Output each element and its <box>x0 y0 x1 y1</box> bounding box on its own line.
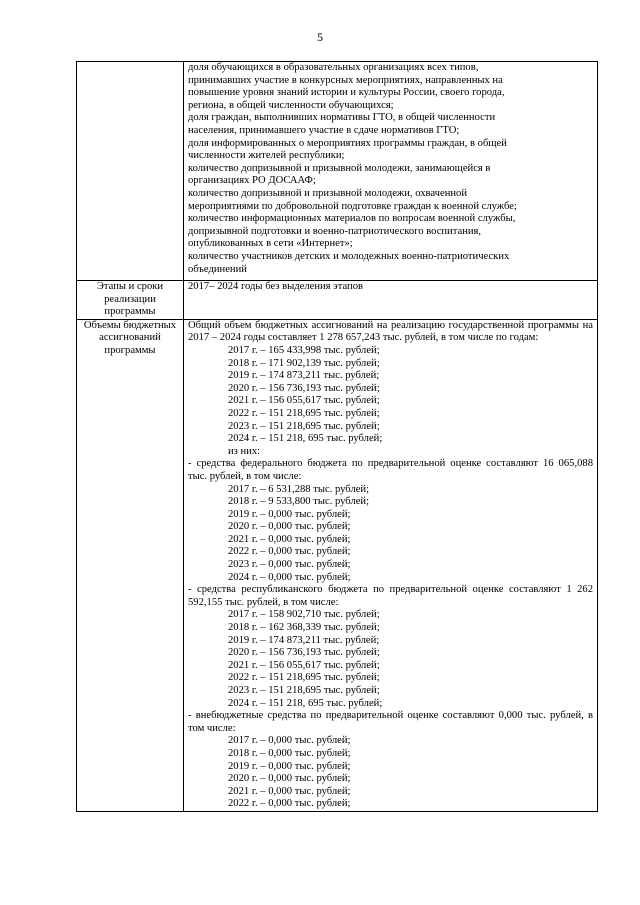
budget-year-line: 2021 г. – 156 055,617 тыс. рублей; <box>228 395 380 407</box>
indicator-line: допризывной подготовки и военно-патриотического воспитания, <box>188 225 482 237</box>
republic-year-line: 2019 г. – 174 873,211 тыс. рублей; <box>228 634 380 646</box>
budget-year-line: 2018 г. – 171 902,139 тыс. рублей; <box>228 357 380 369</box>
indicator-line: доля граждан, выполнивших нормативы ГТО, в общей численности <box>188 112 496 124</box>
program-passport-table <box>76 61 598 812</box>
budget-year-line: 2019 г. – 174 873,211 тыс. рублей; <box>228 370 380 382</box>
budget-cell <box>184 319 598 811</box>
indicator-line: количество участников детских и молодежных военно-патриотических <box>188 250 510 262</box>
extrabudget-year-line: 2022 г. – 0,000 тыс. рублей; <box>228 798 351 810</box>
extrabudget-year-line: 2021 г. – 0,000 тыс. рублей; <box>228 785 351 797</box>
republic-year-line: 2024 г. – 151 218, 695 тыс. рублей; <box>228 697 383 709</box>
federal-year-line: 2017 г. – 6 531,288 тыс. рублей; <box>228 483 370 495</box>
budget-year-line: 2017 г. – 165 433,998 тыс. рублей; <box>228 344 380 356</box>
extrabudget-year-line: 2019 г. – 0,000 тыс. рублей; <box>228 760 351 772</box>
indicator-line: мероприятиями по добровольной подготовке граждан к военной службе; <box>188 200 517 212</box>
indicator-line: доля информированных о мероприятиях программы граждан, в общей <box>188 137 507 149</box>
stages-cell <box>184 281 598 320</box>
indicator-line: опубликованных в сети «Интернет»; <box>188 238 353 250</box>
indicators-cell <box>184 62 598 281</box>
republic-year-line: 2020 г. – 156 736,193 тыс. рублей; <box>228 647 380 659</box>
federal-year-line: 2019 г. – 0,000 тыс. рублей; <box>228 508 351 520</box>
budget-year-line: 2024 г. – 151 218, 695 тыс. рублей; <box>228 433 383 445</box>
indicator-line: количество допризывной и призывной молодежи, охваченной <box>188 187 467 199</box>
indicator-line: количество информационных материалов по вопросам военной службы, <box>188 213 516 225</box>
republic-year-line: 2023 г. – 151 218,695 тыс. рублей; <box>228 685 380 696</box>
indicator-line: принимавших участие в конкурсных мероприятиях, направленных на <box>188 74 503 86</box>
row-label: Этапы и сроки реализации программы <box>77 281 184 320</box>
indicator-line: объединений <box>188 263 247 275</box>
indicator-line: региона, в общей численности обучающихся; <box>188 99 394 111</box>
federal-intro: - средства федерального бюджета по предварительной оценке составляют 16 065,088 тыс. рублей, в том числе: <box>188 458 593 482</box>
federal-year-line: 2018 г. – 9 533,800 тыс. рублей; <box>228 496 370 508</box>
row-label <box>77 62 184 281</box>
federal-year-line: 2024 г. – 0,000 тыс. рублей; <box>228 571 351 583</box>
indicator-line: организациях РО ДОСААФ; <box>188 175 316 187</box>
budget-year-line: 2020 г. – 156 736,193 тыс. рублей; <box>228 382 380 394</box>
table-row <box>77 281 598 320</box>
federal-year-line: 2021 г. – 0,000 тыс. рублей; <box>228 533 351 545</box>
of-which-text: из них: <box>228 445 261 457</box>
extrabudget-year-line: 2018 г. – 0,000 тыс. рублей; <box>228 747 351 759</box>
page-number: 5 <box>317 30 323 44</box>
indicator-line: доля обучающихся в образовательных организациях всех типов, <box>188 62 479 73</box>
federal-year-line: 2023 г. – 0,000 тыс. рублей; <box>228 559 351 571</box>
extrabudget-intro: - внебюджетные средства по предварительной оценке составляют 0,000 тыс. рублей, в том числе: <box>188 710 593 734</box>
federal-year-line: 2020 г. – 0,000 тыс. рублей; <box>228 521 351 533</box>
indicator-line: количество допризывной и призывной молодежи, занимающейся в <box>188 162 491 174</box>
republic-year-line: 2022 г. – 151 218,695 тыс. рублей; <box>228 672 380 684</box>
extrabudget-year-line: 2020 г. – 0,000 тыс. рублей; <box>228 773 351 785</box>
republic-year-line: 2017 г. – 158 902,710 тыс. рублей; <box>228 609 380 621</box>
table-row <box>77 319 598 811</box>
indicator-line: численности жителей республики; <box>188 150 345 162</box>
federal-year-line: 2022 г. – 0,000 тыс. рублей; <box>228 546 351 558</box>
row-label: Объемы бюджетных ассигнований программы <box>77 319 184 811</box>
extrabudget-year-line: 2017 г. – 0,000 тыс. рублей; <box>228 735 351 747</box>
republic-intro: - средства республиканского бюджета по предварительной оценке составляют 1 262 592,155 тыс. рублей, в том числе: <box>188 584 593 608</box>
budget-intro: Общий объем бюджетных ассигнований на реализацию государственной программы на 2017 – 2024 годы составляет 1 278 657,243 тыс. рублей, в том числе по годам: <box>188 319 593 344</box>
republic-year-line: 2018 г. – 162 368,339 тыс. рублей; <box>228 622 380 634</box>
republic-year-line: 2021 г. – 156 055,617 тыс. рублей; <box>228 659 380 671</box>
stages-text: 2017– 2024 годы без выделения этапов <box>188 281 364 292</box>
indicator-line: повышение уровня знаний истории и культуры России, своего города, <box>188 87 505 99</box>
budget-year-line: 2022 г. – 151 218,695 тыс. рублей; <box>228 407 380 419</box>
budget-year-line: 2023 г. – 151 218,695 тыс. рублей; <box>228 420 380 432</box>
indicator-line: населения, принимавшего участие в сдаче нормативов ГТО; <box>188 124 460 136</box>
table-row <box>77 62 598 281</box>
